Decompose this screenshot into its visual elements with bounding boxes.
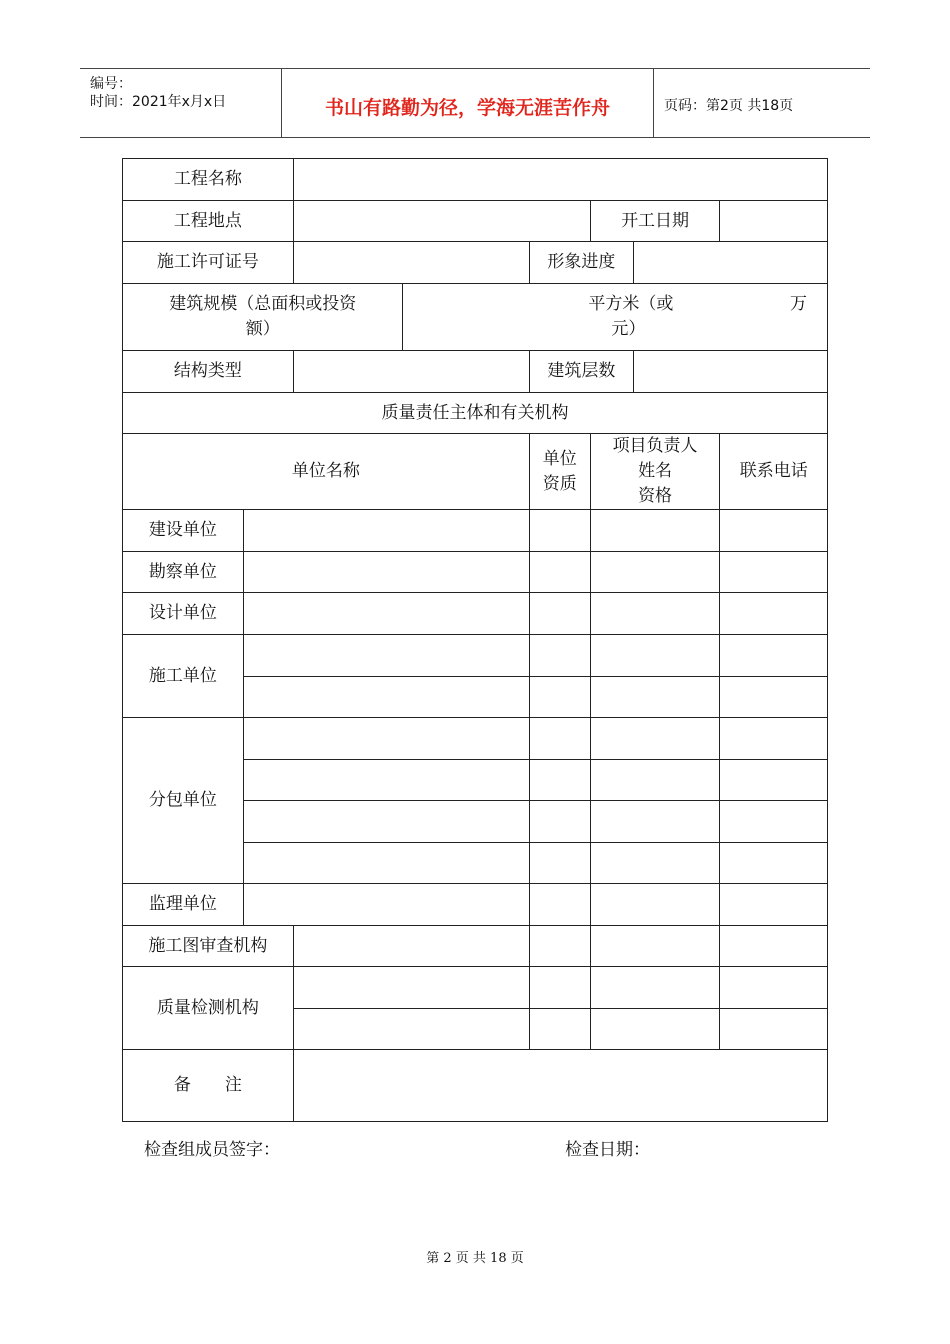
quality-test-qual-field[interactable] xyxy=(529,1009,590,1050)
design-unit-name-field[interactable] xyxy=(243,593,529,635)
drawing-review-label: 施工图审查机构 xyxy=(123,926,294,967)
quality-test-name-field[interactable] xyxy=(293,1009,529,1050)
col-lead-line1: 项目负责人 xyxy=(612,436,698,456)
section-title: 质量责任主体和有关机构 xyxy=(123,393,828,434)
sub-unit-lead-field[interactable] xyxy=(590,760,720,801)
sub-unit-qual-field[interactable] xyxy=(529,843,590,884)
structure-type-field[interactable] xyxy=(293,351,529,393)
header-meta-cell xyxy=(80,69,282,137)
permit-number-field[interactable] xyxy=(293,242,529,284)
project-location-label: 工程地点 xyxy=(123,201,294,242)
construct-unit-label: 施工单位 xyxy=(123,635,244,718)
construct-unit-phone-field[interactable] xyxy=(720,677,828,718)
remarks-label: 备 注 xyxy=(123,1050,294,1122)
drawing-review-qual-field[interactable] xyxy=(529,926,590,967)
page-footer-number: 第 2 页 共 18 页 xyxy=(426,1251,524,1266)
sub-unit-lead-field[interactable] xyxy=(590,718,720,760)
scale-unit-sqm: 平方米（或 xyxy=(588,294,674,314)
project-info-form xyxy=(122,158,828,1122)
progress-label: 形象进度 xyxy=(529,242,633,284)
sub-unit-phone-field[interactable] xyxy=(720,801,828,843)
start-date-field[interactable] xyxy=(720,201,828,242)
header-page-number: 页码：第2页 共18页 xyxy=(664,98,794,114)
construct-unit-name-field[interactable] xyxy=(243,635,529,677)
col-qual-line2: 资质 xyxy=(542,473,577,494)
check-date-label: 检查日期： xyxy=(565,1140,650,1160)
sub-unit-qual-field[interactable] xyxy=(529,718,590,760)
sub-unit-phone-field[interactable] xyxy=(720,718,828,760)
scale-unit-wan: 万 xyxy=(790,294,807,314)
floors-field[interactable] xyxy=(633,351,827,393)
sub-unit-name-field[interactable] xyxy=(243,718,529,760)
doc-number-label: 编号： xyxy=(90,76,132,92)
quality-test-name-field[interactable] xyxy=(293,967,529,1009)
col-lead-line2: 姓名 xyxy=(638,461,673,481)
quality-test-qual-field[interactable] xyxy=(529,967,590,1009)
sub-unit-label: 分包单位 xyxy=(123,718,244,884)
sub-unit-name-field[interactable] xyxy=(243,801,529,843)
col-lead-line3: 资格 xyxy=(638,486,673,506)
signature-label: 检查组成员签字： xyxy=(144,1140,280,1160)
build-unit-lead-field[interactable] xyxy=(590,510,720,552)
permit-number-label: 施工许可证号 xyxy=(123,242,294,284)
col-phone: 联系电话 xyxy=(720,434,828,510)
floors-label: 建筑层数 xyxy=(529,351,633,393)
build-unit-name-field[interactable] xyxy=(243,510,529,552)
build-unit-label: 建设单位 xyxy=(123,510,244,552)
remarks-field[interactable] xyxy=(293,1050,827,1122)
col-project-lead xyxy=(590,434,720,510)
drawing-review-lead-field[interactable] xyxy=(590,926,720,967)
doc-time-label: 时间：2021年x月x日 xyxy=(90,94,227,110)
building-scale-label-line2: 额） xyxy=(245,319,280,339)
start-date-label: 开工日期 xyxy=(590,201,720,242)
survey-unit-lead-field[interactable] xyxy=(590,552,720,593)
sub-unit-phone-field[interactable] xyxy=(720,760,828,801)
project-name-label: 工程名称 xyxy=(123,159,294,201)
quality-test-phone-field[interactable] xyxy=(720,1009,828,1050)
col-qual-line1: 单位 xyxy=(542,448,577,469)
construct-unit-lead-field[interactable] xyxy=(590,677,720,718)
survey-unit-phone-field[interactable] xyxy=(720,552,828,593)
supervise-unit-label: 监理单位 xyxy=(123,884,244,926)
scale-unit-yuan: 元） xyxy=(611,319,646,339)
build-unit-qual-field[interactable] xyxy=(529,510,590,552)
quality-test-label: 质量检测机构 xyxy=(123,967,294,1050)
construct-unit-qual-field[interactable] xyxy=(529,635,590,677)
building-scale-label xyxy=(123,284,403,351)
quality-test-lead-field[interactable] xyxy=(590,1009,720,1050)
survey-unit-label: 勘察单位 xyxy=(123,552,244,593)
col-unit-name: 单位名称 xyxy=(123,434,530,510)
drawing-review-phone-field[interactable] xyxy=(720,926,828,967)
quality-test-lead-field[interactable] xyxy=(590,967,720,1009)
header-motto: 书山有路勤为径，学海无涯苦作舟 xyxy=(324,97,610,119)
page-header xyxy=(80,68,870,138)
structure-type-label: 结构类型 xyxy=(123,351,294,393)
col-unit-qualification xyxy=(529,434,590,510)
project-name-field[interactable] xyxy=(293,159,827,201)
design-unit-qual-field[interactable] xyxy=(529,593,590,635)
quality-test-phone-field[interactable] xyxy=(720,967,828,1009)
building-scale-field[interactable] xyxy=(403,284,828,351)
design-unit-phone-field[interactable] xyxy=(720,593,828,635)
supervise-unit-name-field[interactable] xyxy=(243,884,529,926)
construct-unit-name-field[interactable] xyxy=(243,677,529,718)
construct-unit-lead-field[interactable] xyxy=(590,635,720,677)
sub-unit-name-field[interactable] xyxy=(243,760,529,801)
progress-field[interactable] xyxy=(633,242,827,284)
design-unit-label: 设计单位 xyxy=(123,593,244,635)
survey-unit-qual-field[interactable] xyxy=(529,552,590,593)
building-scale-label-line1: 建筑规模（总面积或投资 xyxy=(169,294,357,314)
design-unit-lead-field[interactable] xyxy=(590,593,720,635)
supervise-unit-lead-field[interactable] xyxy=(590,884,720,926)
sub-unit-lead-field[interactable] xyxy=(590,801,720,843)
sub-unit-lead-field[interactable] xyxy=(590,843,720,884)
construct-unit-qual-field[interactable] xyxy=(529,677,590,718)
supervise-unit-phone-field[interactable] xyxy=(720,884,828,926)
sub-unit-qual-field[interactable] xyxy=(529,760,590,801)
survey-unit-name-field[interactable] xyxy=(243,552,529,593)
construct-unit-phone-field[interactable] xyxy=(720,635,828,677)
sub-unit-phone-field[interactable] xyxy=(720,843,828,884)
supervise-unit-qual-field[interactable] xyxy=(529,884,590,926)
header-page-cell xyxy=(654,69,870,137)
project-location-field[interactable] xyxy=(293,201,590,242)
sub-unit-name-field[interactable] xyxy=(243,843,529,884)
drawing-review-name-field[interactable] xyxy=(293,926,529,967)
build-unit-phone-field[interactable] xyxy=(720,510,828,552)
sub-unit-qual-field[interactable] xyxy=(529,801,590,843)
header-motto-cell xyxy=(282,69,654,137)
